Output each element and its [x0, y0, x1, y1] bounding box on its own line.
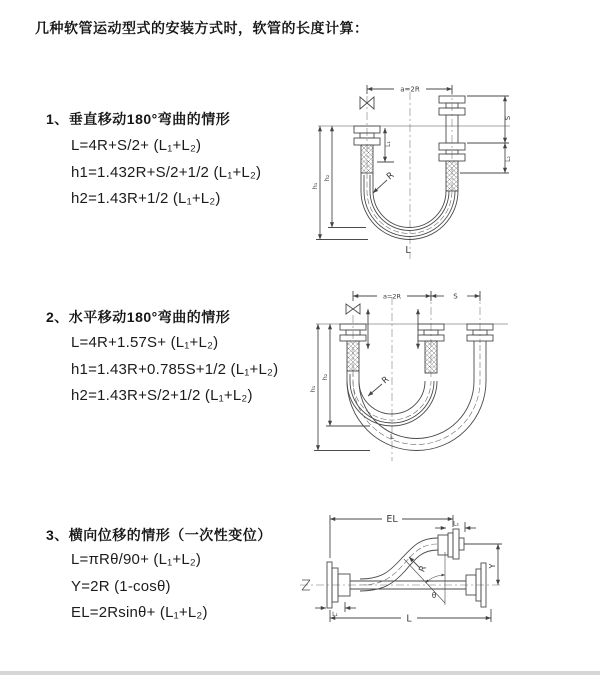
section-3-formula-el: EL=2Rsinθ+ (L₁+L₂) [71, 604, 208, 621]
dimension-h1 [314, 324, 370, 451]
dim-label-l1: L₁ [385, 141, 392, 147]
dim-label-r: R [417, 564, 429, 574]
dim-label-l2: L₂ [453, 520, 459, 528]
dimension-h1 [316, 126, 368, 240]
section-3-formula-l: L=πRθ/90+ (L₁+L₂) [71, 551, 202, 568]
dimension-s [460, 96, 509, 173]
angle-theta-construction [404, 552, 445, 605]
dim-label-l: L [405, 245, 411, 256]
dim-label-h2: h₂ [323, 174, 331, 182]
middle-pipe-fitting [418, 324, 444, 373]
page-bottom-edge [0, 671, 600, 675]
dim-label-r: R [385, 170, 397, 183]
left-pipe-fitting [354, 126, 380, 173]
dim-label-theta: θ [431, 591, 437, 600]
dim-label-h1: h₁ [309, 385, 317, 393]
dimension-h2 [328, 126, 366, 228]
dim-label-l: L [406, 613, 412, 625]
dim-label-l1: L₁ [332, 611, 338, 618]
diagram-lateral-displacement [298, 506, 600, 651]
radius-leader [373, 180, 387, 193]
dim-label-a2r: a=2R [400, 85, 420, 94]
section-1-formula-h1: h1=1.432R+S/2+1/2 (L₁+L₂) [71, 164, 262, 181]
dimension-h2 [326, 324, 370, 426]
section-1-heading: 1、垂直移动180°弯曲的情形 [46, 111, 231, 127]
dim-label-l: L [390, 433, 394, 441]
dim-label-s: S [453, 292, 458, 301]
radius-leader [368, 384, 382, 396]
section-2-formula-h1: h1=1.43R+0.785S+1/2 (L₁+L₂) [71, 361, 279, 378]
document-title: 几种软管运动型式的安装方式时，软管的长度计算： [35, 20, 369, 36]
valve-icon [346, 304, 360, 314]
section-3-formula-y: Y=2R (1-cosθ) [71, 578, 171, 595]
dim-label-el: EL [386, 514, 398, 525]
section-1-formula-l: L=4R+S/2+ (L₁+L₂) [71, 137, 202, 154]
section-2-heading: 2、水平移动180°弯曲的情形 [46, 309, 231, 325]
diagram-horizontal-180-bend [308, 281, 600, 466]
dim-label-r: R [380, 374, 392, 387]
dim-label-h1: h₁ [311, 182, 319, 190]
dim-label-y: Y [488, 563, 497, 569]
dim-label-h2: h₂ [321, 373, 329, 381]
upper-flange [438, 529, 464, 559]
dimension-a2r [353, 291, 480, 301]
centerlines [353, 291, 480, 461]
dim-label-a2r: a=2R [382, 292, 402, 301]
dim-label-s: S [504, 115, 512, 121]
section-1-formula-h2: h2=1.43R+1/2 (L₁+L₂) [71, 190, 221, 207]
dim-label-l2: L₂ [505, 156, 512, 162]
section-2-formula-l: L=4R+1.57S+ (L₁+L₂) [71, 334, 219, 351]
section-3-heading: 3、横向位移的情形（一次性变位） [46, 527, 272, 543]
hose-u-bend [361, 170, 458, 240]
section-2-formula-h2: h2=1.43R+S/2+1/2 (L₁+L₂) [71, 387, 253, 404]
diagram-vertical-180-bend [310, 76, 595, 266]
